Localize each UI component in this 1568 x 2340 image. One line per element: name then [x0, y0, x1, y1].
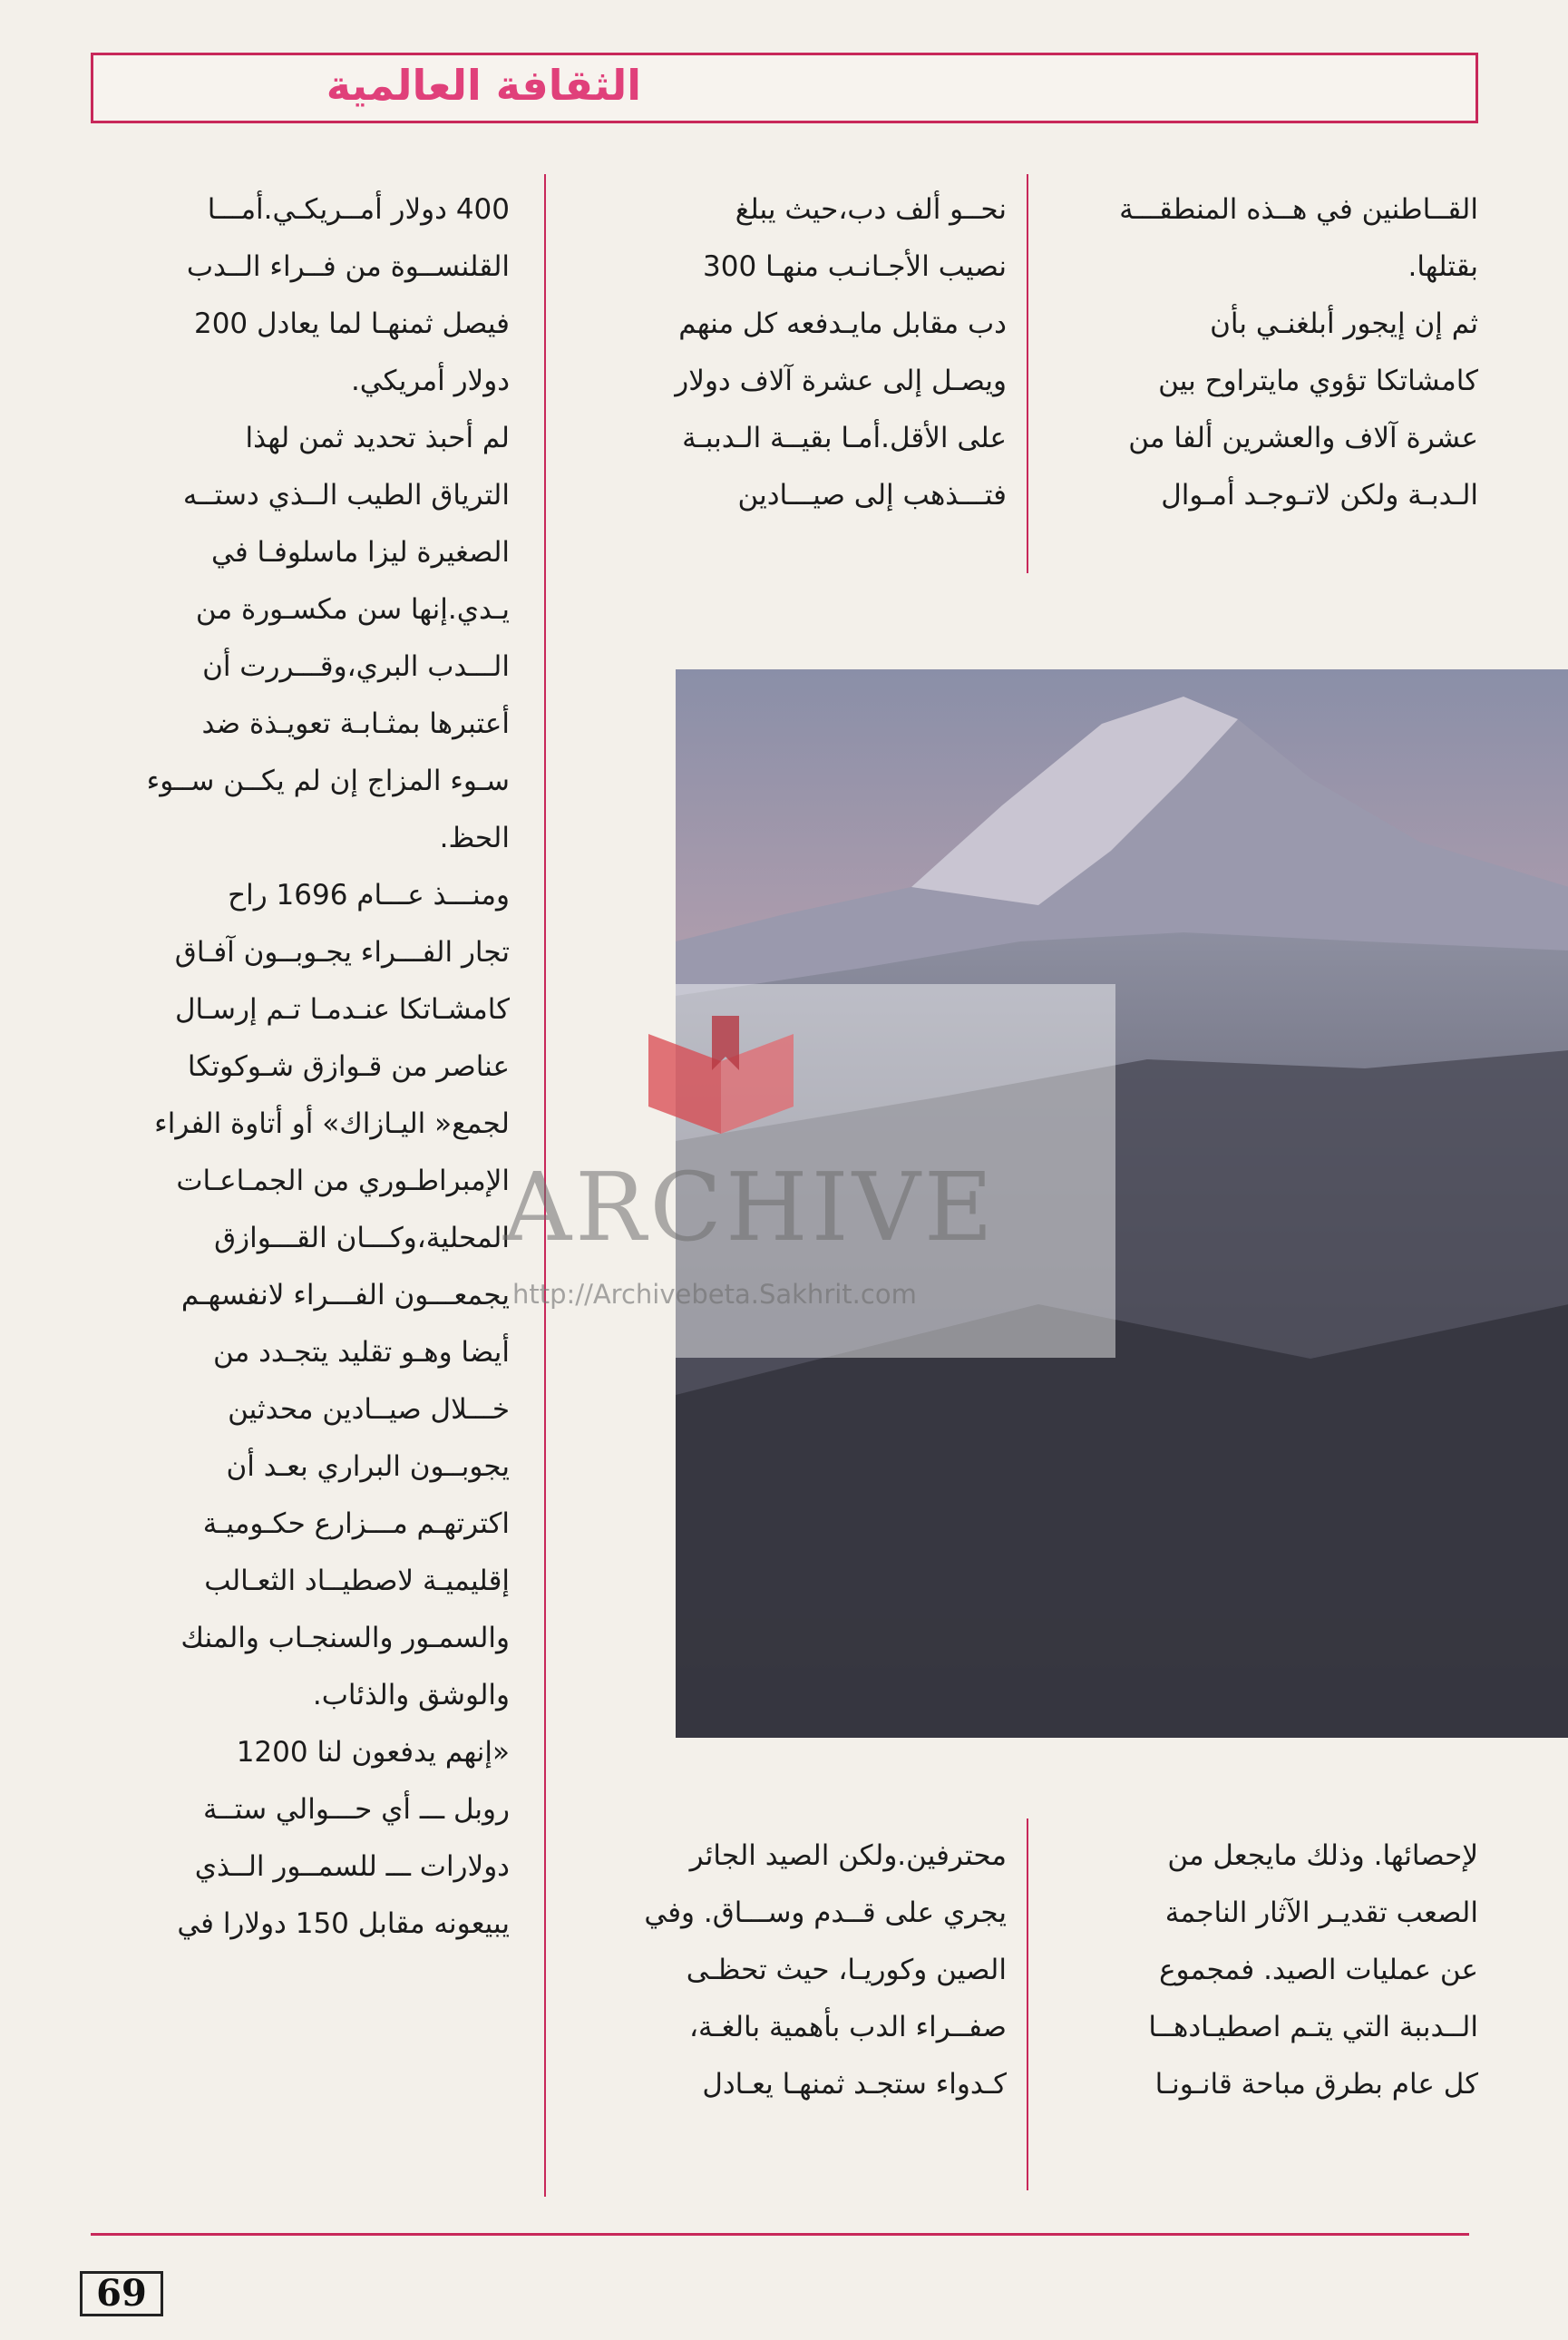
page-number: 69	[80, 2271, 163, 2316]
text-line: دولار أمريكي.	[350, 365, 510, 397]
text-line: الـــدب البري،وقـــررت أن	[202, 650, 510, 683]
text-line: دولارات ـــ للسمــور الــذي	[194, 1850, 510, 1883]
column-right-top	[1038, 181, 1478, 524]
text-line: الـدبـة ولكن لاتـوجـد أمـوال	[1161, 479, 1478, 512]
section-header	[91, 53, 1478, 123]
text-line: كامشاتكا تؤوي مايتراوح بين	[1158, 365, 1478, 397]
text-line: روبل ـــ أي حـــوالي ستــة	[202, 1793, 510, 1826]
text-line: «إنهم يدفعون لنا 1200	[236, 1736, 510, 1769]
text-line: لإحصائها. وذلك مايجعل من	[1167, 1839, 1478, 1872]
text-line: ومنـــذ عـــام 1696 راح	[228, 879, 510, 912]
text-line: لم أحبذ تحديد ثمن لهذا	[245, 422, 510, 454]
column-middle-top	[567, 181, 1007, 524]
text-line: نحــو ألف دب،حيث يبلغ	[735, 193, 1007, 226]
text-line: سـوء المزاج إن لم يكــن ســوء	[146, 765, 510, 797]
watermark-text: ARCHIVE	[503, 1152, 997, 1263]
section-title: الثقافة العالمية	[326, 61, 641, 110]
text-line: ثم إن إيجور أبلغنـي بأن	[1210, 307, 1478, 340]
text-line: محترفين.ولكن الصيد الجائر	[689, 1839, 1007, 1872]
text-line: عن عمليات الصيد. فمجموع	[1159, 1954, 1478, 1986]
column-left	[56, 181, 510, 1953]
text-line: الصين وكوريـا، حيث تحظـى	[686, 1954, 1007, 1986]
text-line: فيصل ثمنهـا لما يعادل 200	[193, 307, 510, 340]
text-line: أيضا وهـو تقليد يتجـدد من	[213, 1336, 510, 1369]
text-line: 400 دولار أمــريكـي.أمـــا	[207, 193, 510, 226]
text-line: عشرة آلاف والعشرين ألفا من	[1128, 422, 1478, 454]
text-line: الحظ.	[439, 822, 510, 854]
text-line: إقليميـة لاصطيــاد الثعـالب	[204, 1565, 510, 1597]
text-line: يجوبــون البراري بعـد أن	[226, 1450, 510, 1483]
column-divider	[1027, 1818, 1028, 2190]
text-line: على الأقل.أمـا بقيــة الـدببـة	[682, 422, 1007, 454]
text-line: لجمع« اليـازاك» أو أتاوة الفراء	[154, 1107, 510, 1140]
text-line: والوشق والذئاب.	[312, 1679, 510, 1711]
text-line: الصعب تقديـر الآثار الناجمة	[1164, 1896, 1478, 1929]
text-line: الــدببة التي يتـم اصطيـادهــا	[1148, 2011, 1478, 2043]
text-line: نصيب الأجـانـب منهـا 300	[703, 250, 1007, 283]
text-line: صفــراء الدب بأهمية بالغـة،	[688, 2011, 1007, 2043]
text-line: الإمبراطـوري من الجمـاعـات	[176, 1165, 510, 1197]
text-line: أعتبرها بمثـابـة تعويـذة ضد	[201, 707, 510, 740]
text-line: يبيعونه مقابل 150 دولارا في	[177, 1907, 510, 1940]
text-line: تجار الفـــراء يجـوبــون آفـاق	[174, 936, 510, 969]
text-line: اكترتهـم مـــزارع حكـوميـة	[202, 1507, 510, 1540]
text-line: والسمـور والسنجـاب والمنك	[180, 1622, 510, 1654]
text-line: دب مقابل مايـدفعه كل منهم	[678, 307, 1007, 340]
column-middle-bottom	[567, 1828, 1007, 2113]
text-line: الصغيرة ليزا ماسلوفـا في	[211, 536, 510, 569]
text-line: كامشـاتكا عنـدمـا تـم إرسـال	[174, 993, 510, 1026]
footer-rule	[91, 2233, 1469, 2236]
text-line: فتـــذهب إلى صيـــادين	[737, 479, 1007, 512]
archive-book-logo	[630, 1007, 812, 1152]
text-line: القلنســوة من فــراء الــدب	[186, 250, 510, 283]
text-line: ويصـل إلى عشرة آلاف دولار	[675, 365, 1007, 397]
watermark-url: http://Archivebeta.Sakhrit.com	[512, 1279, 917, 1310]
text-line: يجمعـــون الفـــراء لانفسهـم	[180, 1279, 510, 1311]
text-line: بقتلها.	[1407, 250, 1478, 283]
text-line: يـدي.إنها سن مكسـورة من	[195, 593, 510, 626]
column-divider	[1027, 174, 1028, 573]
text-line: القــاطنين في هــذه المنطقـــة	[1119, 193, 1478, 226]
text-line: كل عام بطرق مباحة قانـونـا	[1154, 2068, 1478, 2101]
text-line: كـدواء ستجـد ثمنهـا يعـادل	[702, 2068, 1007, 2101]
text-line: المحلية،وكـــان القـــوازق	[214, 1222, 510, 1254]
text-line: عناصر من قـوازق شـوكوتكا	[187, 1050, 510, 1083]
text-line: يجري على قــدم وســـاق. وفي	[644, 1896, 1007, 1929]
text-line: خـــلال صيــادين محدثين	[228, 1393, 510, 1426]
column-right-bottom	[1038, 1828, 1478, 2113]
text-line: الترياق الطيب الــذي دستــه	[182, 479, 510, 512]
